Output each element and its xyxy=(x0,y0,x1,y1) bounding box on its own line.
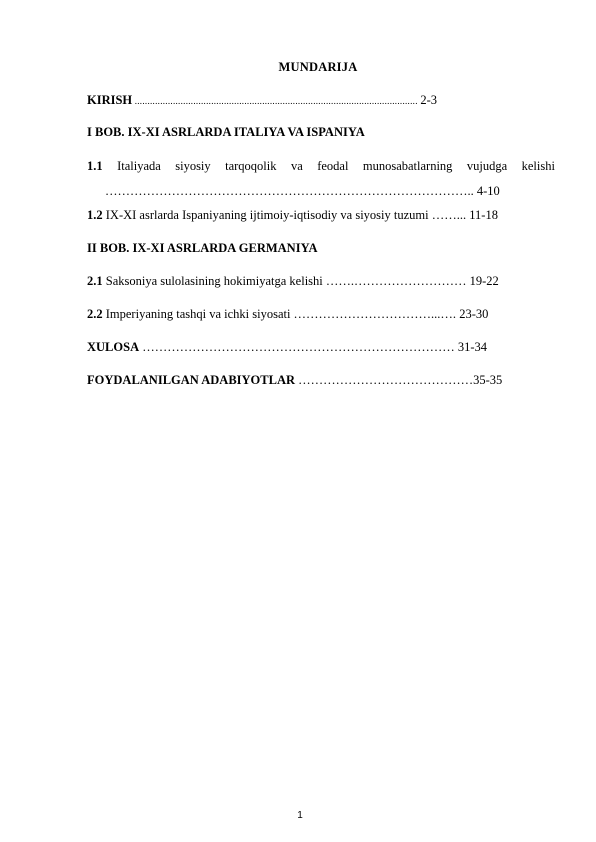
toc-entry-1-1-continuation[interactable] xyxy=(105,184,555,199)
toc-entry-foydalanilgan-adabiyotlar[interactable] xyxy=(87,373,555,388)
toc-word: Italiyada xyxy=(117,159,161,173)
toc-number: 2.2 xyxy=(87,307,103,321)
toc-leader: …………………………………… xyxy=(295,373,474,387)
toc-number: 1.2 xyxy=(87,208,103,222)
toc-pages: 31-34 xyxy=(454,340,488,354)
toc-word: munosabatlarning xyxy=(362,159,453,173)
toc-word: tarqoqolik xyxy=(225,159,277,173)
toc-entry-1-2[interactable] xyxy=(87,208,555,223)
toc-label: Saksoniya sulolasining hokimiyatga kelishi …….……………………… xyxy=(102,274,467,288)
toc-word: kelishi xyxy=(521,159,555,173)
toc-label: FOYDALANILGAN ADABIYOTLAR xyxy=(87,373,296,387)
toc-pages: 4-10 xyxy=(473,184,500,198)
toc-label: I BOB. IX-XI ASRLARDA ITALIYA VA ISPANIYA xyxy=(87,125,365,139)
page-number: 1 xyxy=(297,810,303,821)
toc-leader: ………………………………………………………………… xyxy=(139,340,455,354)
toc-pages: 11-18 xyxy=(466,208,498,222)
toc-leader: ............................................................................................................... xyxy=(132,96,421,106)
toc-label: Imperiyaning tashqi va ichki siyosati ……………………………...…. xyxy=(102,307,457,321)
toc-entry-2-2[interactable] xyxy=(87,307,555,322)
toc-word: vujudga xyxy=(466,159,508,173)
toc-pages: 35-35 xyxy=(473,373,503,387)
toc-pages: 19-22 xyxy=(466,274,499,288)
toc-chapter-2[interactable] xyxy=(87,241,555,256)
toc-entry-kirish[interactable] xyxy=(87,93,555,109)
toc-chapter-1[interactable] xyxy=(87,125,555,140)
toc-entry-1-1[interactable] xyxy=(87,159,555,174)
toc-number: 2.1 xyxy=(87,274,103,288)
toc-pages: 2-3 xyxy=(420,93,437,107)
toc-label: KIRISH xyxy=(87,93,133,107)
toc-word: siyosiy xyxy=(175,159,211,173)
toc-leader: …………………………………………………………………………….. xyxy=(105,184,474,198)
toc-word: feodal xyxy=(317,159,349,173)
toc-pages: 23-30 xyxy=(456,307,489,321)
page-title: MUNDARIJA xyxy=(278,60,358,74)
toc-word: va xyxy=(290,159,303,173)
toc-entry-2-1[interactable] xyxy=(87,274,555,289)
toc-label: XULOSA xyxy=(87,340,140,354)
toc-label: II BOB. IX-XI ASRLARDA GERMANIYA xyxy=(87,241,318,255)
toc-entry-xulosa[interactable] xyxy=(87,340,555,355)
toc-number: 1.1 xyxy=(87,159,103,173)
toc-label: IX-XI asrlarda Ispaniyaning ijtimoiy-iqtisodiy va siyosiy tuzumi ……... xyxy=(102,208,467,222)
